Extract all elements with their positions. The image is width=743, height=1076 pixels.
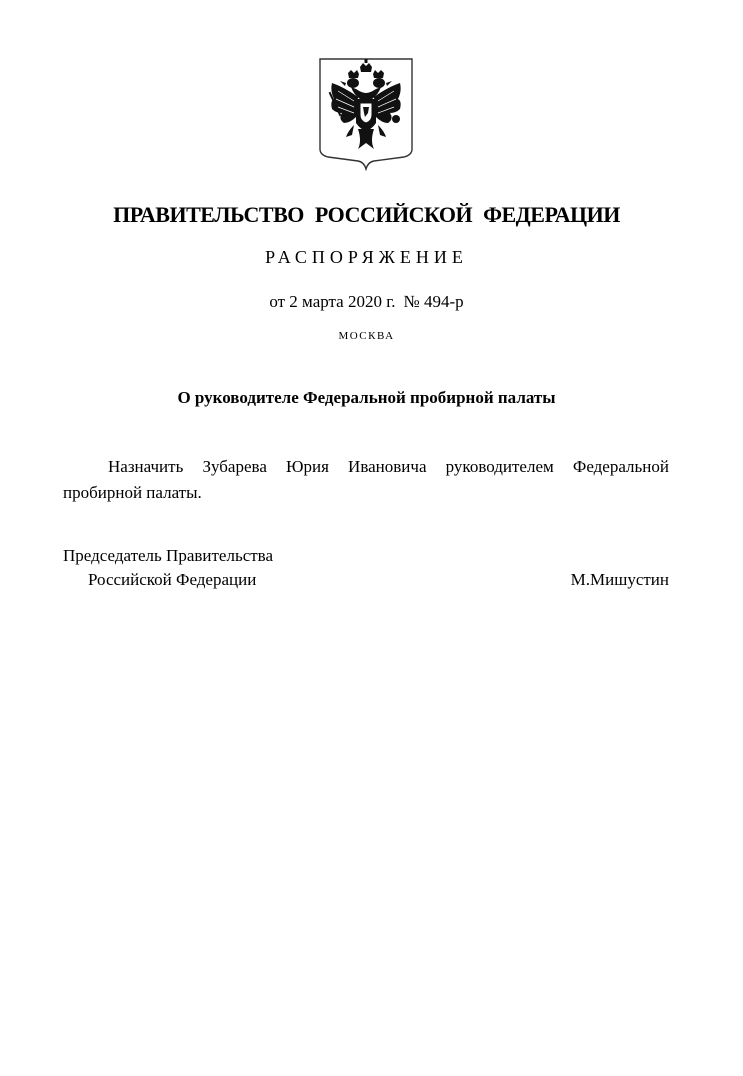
body-word: Юрия	[286, 457, 329, 476]
body-word: Ивановича	[348, 457, 427, 476]
document-date: от 2 марта 2020 г.	[269, 292, 396, 311]
document-subject: О руководителе Федеральной пробирной палаты	[177, 388, 556, 407]
signer-position-line1: Председатель Правительства	[63, 546, 274, 565]
document-date-line	[0, 292, 733, 312]
body-paragraph-line: пробирной палаты.	[63, 483, 202, 502]
document-type: РАСПОРЯЖЕНИЕ	[265, 247, 468, 267]
body-word: Зубарева	[202, 457, 267, 476]
coat-of-arms-emblem	[318, 57, 414, 171]
body-word: руководителем	[445, 457, 554, 476]
document-number: № 494-р	[403, 292, 464, 311]
body-paragraph-line	[63, 454, 669, 480]
signer-position-line2: Российской Федерации	[88, 570, 257, 589]
body-word: Назначить	[108, 457, 184, 476]
body-word: Федеральной	[572, 457, 669, 476]
document-city: МОСКВА	[338, 330, 395, 342]
organization-title: ПРАВИТЕЛЬСТВО РОССИЙСКОЙ ФЕДЕРАЦИИ	[113, 202, 620, 227]
document-body	[63, 454, 669, 506]
signer-name: М.Мишустин	[570, 570, 669, 589]
